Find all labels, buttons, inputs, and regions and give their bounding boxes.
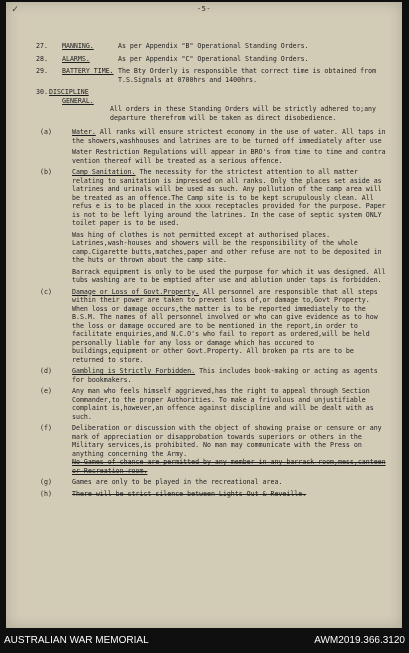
standing-orders-body bbox=[36, 42, 388, 501]
item-content bbox=[72, 367, 388, 384]
discipline-item bbox=[36, 424, 388, 475]
item-paragraph bbox=[72, 490, 388, 499]
item-letter: (a) bbox=[40, 128, 52, 136]
item-content bbox=[72, 128, 388, 165]
item-paragraph bbox=[72, 387, 388, 421]
item-body: Deliberation or discussion with the object of showing praise or censure or any mark of appreciation or disapprobation towards superiors or others in the Military services,is prohibited. No man may communicate with the Press on anything concerning the Army. bbox=[72, 424, 382, 458]
item-paragraph bbox=[72, 367, 388, 384]
item-extra-paragraph: Was hing of clothes is not permitted except at authorised places. Latrines,wash-houses and showers will be the responsibility of the whole camp.Cigarette butts,matches,paper and other refuse are not to be deposited in the huts or thrown about the camp site. bbox=[72, 230, 382, 264]
item-body: This includes book-making or acting as agents for bookmakers. bbox=[72, 367, 378, 384]
struck-text: No Games of chance are permitted by any member in any barrack room,mess,canteen or Recreation room. bbox=[72, 458, 386, 475]
paragraph bbox=[36, 42, 388, 51]
margin-check-mark: ✓ bbox=[12, 4, 19, 15]
item-extra-paragraph: Water Restriction Regulations will appear in BRO's from time to time and contra vention thereof will be treated as a serious offence. bbox=[72, 148, 386, 165]
document-page bbox=[6, 2, 402, 628]
discipline-item bbox=[36, 490, 388, 499]
discipline-item bbox=[36, 387, 388, 421]
item-letter: (h) bbox=[40, 489, 52, 498]
item-content bbox=[72, 478, 388, 487]
item-content bbox=[72, 288, 388, 365]
heading-line: GENERAL. bbox=[62, 96, 94, 105]
item-letter: (e) bbox=[40, 387, 52, 395]
footer-accession-number: AWM2019.366.3120 bbox=[314, 635, 405, 646]
discipline-item bbox=[36, 367, 388, 384]
page-number: -5- bbox=[196, 5, 212, 13]
discipline-item bbox=[36, 288, 388, 365]
item-paragraph bbox=[72, 288, 388, 365]
paragraph-heading: BATTERY TIME. bbox=[62, 67, 114, 75]
item-body: There will be strict silence between Lights Out & Reveille. bbox=[72, 489, 307, 498]
item-extra-paragraph: Barrack equipment is only to be used the purpose for which it was designed. All tubs washing are to be emptied after use and ablution under taps is forbidden. bbox=[72, 267, 386, 284]
item-paragraph bbox=[72, 128, 388, 145]
item-body: Games are only to be played in the recreational area. bbox=[72, 478, 283, 486]
item-content bbox=[72, 424, 388, 475]
item-paragraph bbox=[72, 478, 388, 487]
paragraph-text: As per Appendix "B" Operational Standing Orders. bbox=[118, 42, 309, 50]
item-letter: (b) bbox=[40, 168, 52, 176]
item-paragraph bbox=[72, 168, 388, 228]
footer-source: AUSTRALIAN WAR MEMORIAL bbox=[4, 635, 149, 646]
item-title: Damage or Loss of Govt.Property. bbox=[72, 287, 200, 296]
item-paragraph bbox=[72, 424, 388, 458]
item-title: Gambling is Strictly Forbidden. bbox=[72, 367, 196, 375]
paragraph-number: 27. bbox=[36, 42, 48, 50]
paragraph bbox=[36, 55, 388, 64]
item-letter: (c) bbox=[40, 287, 52, 296]
item-letter: (f) bbox=[40, 424, 52, 432]
discipline-item bbox=[36, 478, 388, 487]
paragraph-heading bbox=[49, 88, 105, 105]
heading-line: DISCIPLINE bbox=[49, 88, 89, 96]
discipline-intro: All orders in these Standing Orders will be strictly adhered to;any departure therefrom will be taken as direct disobedience. bbox=[110, 105, 376, 122]
paragraph-heading: ALARMS. bbox=[62, 54, 90, 63]
item-letter: (g) bbox=[40, 478, 52, 486]
paragraph bbox=[36, 67, 388, 84]
paragraph-number: 28. bbox=[36, 54, 48, 63]
paragraph-text: The Bty Orderly is responsible that correct time is obtained from T.S.Signals at 0700hrs and 1400hrs. bbox=[118, 67, 377, 84]
item-content bbox=[72, 387, 388, 421]
item-letter: (d) bbox=[40, 367, 52, 375]
paragraph-number: 29. bbox=[36, 67, 48, 75]
item-body: All ranks will ensure strictest economy in the use of water. All taps in the showers,washhouses and latrines are to be turned off immediately after use bbox=[72, 128, 386, 145]
paragraph-number: 30. bbox=[36, 88, 48, 96]
footer-bar bbox=[0, 628, 409, 653]
paragraph-heading: MANNING. bbox=[62, 42, 94, 50]
discipline-item bbox=[36, 168, 388, 285]
item-content bbox=[72, 168, 388, 285]
paragraph-text: As per Appendix "C" Operational Standing Orders. bbox=[118, 54, 309, 63]
discipline-item bbox=[36, 128, 388, 165]
item-title: Water. bbox=[72, 128, 96, 136]
item-body: The necessity for the strictest attention to all matter relating to sanitation is impressed on all ranks. Only the places set aside as latrines and urinals will be used as such. Any pollution of the camp area will be treated as an offence.The Camp site is to be kept scrupulously clean. All refus e is to be placed in the xxxx receptacles provided for the purpose. Paper is not to be left lying around the latrines. In the case of septic system ONLY toilet paper is to be used. bbox=[72, 168, 386, 227]
item-body: Any man who feels himself aggrieved,has the right to appeal through Section Commander,to the proper Authorities. To make a frivolous and unjustifiable complaint is,however,an offence against discipline and will be dealt with as such. bbox=[72, 387, 374, 421]
item-body: All personnel are responsible that all steps within their power are taken to prevent loss of,or damage to,Govt Property. When loss or damage occurs,the matter is to be reported immediately to the B.S.M. The names of all personnel involved or who can give evidence as to how the loss or damage occured are to be mentioned in the report,in order to facilitate enquiries,and N.C.O's who fail to report as ordered,will be held personally liable for any loss or damage which has occured to buildings,equipment or other Govt.Property. All broken pa rts are to be returned to store. bbox=[72, 287, 378, 364]
item-content bbox=[72, 490, 388, 499]
item-title: Camp Sanitation. bbox=[72, 168, 136, 176]
